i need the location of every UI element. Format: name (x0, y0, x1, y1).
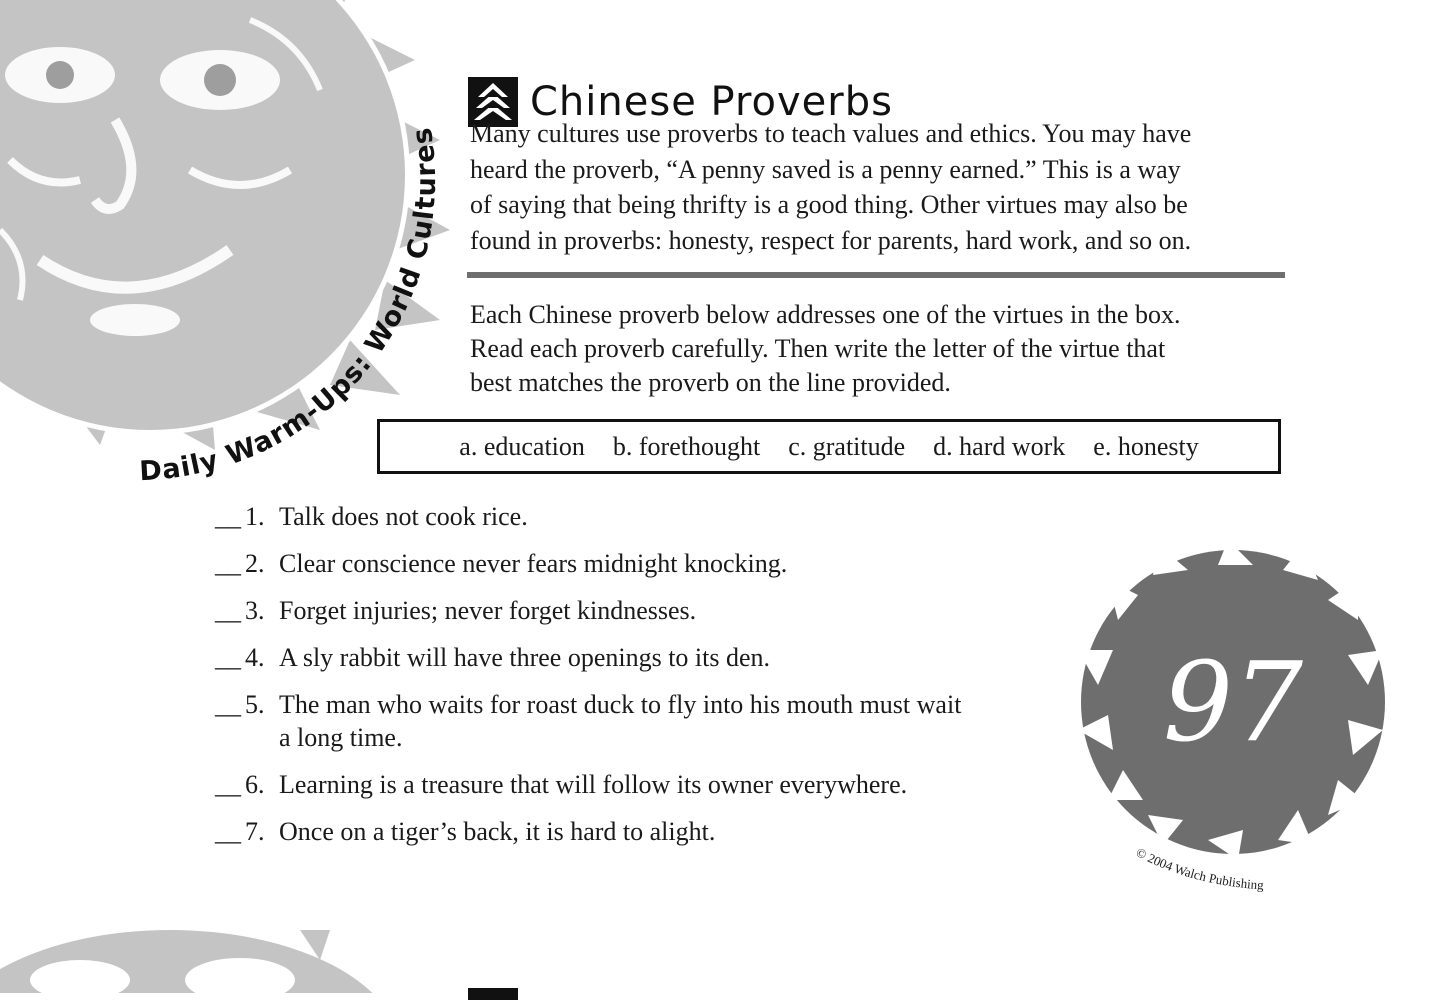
proverb-number: 4. (245, 643, 265, 672)
virtue-option: d. hard work (933, 431, 1066, 461)
proverb-item (215, 641, 1055, 674)
proverb-item (215, 815, 1055, 848)
virtue-option: c. gratitude (788, 431, 906, 461)
answer-blank[interactable]: __ (215, 596, 241, 625)
proverb-text: Clear conscience never fears midnight knocking. (279, 549, 788, 578)
proverb-item (215, 500, 1055, 533)
virtue-option: a. education (459, 431, 585, 461)
answer-blank[interactable]: __ (215, 643, 241, 672)
virtue-box (377, 419, 1281, 474)
proverb-number: 3. (245, 596, 265, 625)
instructions-line: Read each proverb carefully. Then write the letter of the virtue that (470, 334, 1166, 363)
intro-line: of saying that being thrifty is a good thing. Other virtues may also be (470, 190, 1188, 219)
proverb-item (215, 768, 1055, 801)
copyright-text: © 2004 Walch Publishing (1133, 844, 1265, 893)
virtue-option: e. honesty (1093, 431, 1199, 461)
proverb-text: The man who waits for roast duck to fly into his mouth must wait a long time. (279, 690, 962, 752)
page-title: Chinese Proverbs (530, 78, 893, 125)
intro-line: Many cultures use proverbs to teach values and ethics. You may have (470, 119, 1192, 148)
instructions-paragraph (470, 298, 1290, 400)
proverb-number: 1. (245, 502, 265, 531)
copyright-notice (1120, 840, 1300, 900)
answer-blank[interactable]: __ (215, 690, 241, 719)
intro-paragraph (470, 116, 1290, 258)
proverb-item (215, 594, 1055, 627)
instructions-line: Each Chinese proverb below addresses one of the virtues in the box. (470, 300, 1181, 329)
intro-line: heard the proverb, “A penny saved is a penny earned.” This is a way (470, 154, 1181, 184)
answer-blank[interactable]: __ (215, 549, 241, 578)
page-number: 97 (1163, 638, 1303, 766)
proverb-text: Once on a tiger’s back, it is hard to alight. (279, 817, 716, 846)
series-label: Daily Warm-Ups: World Cultures (138, 124, 443, 488)
proverb-list (215, 500, 1055, 848)
proverb-number: 7. (245, 817, 265, 846)
proverb-text: Talk does not cook rice. (279, 502, 528, 531)
next-page-title-icon (468, 988, 518, 1000)
svg-text:© 2004 Walch Publishing (1134, 844, 1265, 892)
sun-face-illustration-bottom (0, 930, 420, 993)
proverb-text: Learning is a treasure that will follow its owner everywhere. (279, 770, 908, 799)
proverb-number: 5. (245, 690, 265, 719)
proverb-text: Forget injuries; never forget kindnesses. (279, 596, 697, 625)
answer-blank[interactable]: __ (215, 817, 241, 846)
proverb-item (215, 547, 1055, 580)
proverb-text: A sly rabbit will have three openings to its den. (279, 643, 771, 672)
answer-blank[interactable]: __ (215, 770, 241, 799)
page-number-badge (1078, 540, 1388, 860)
proverb-number: 2. (245, 549, 265, 578)
virtue-option: b. forethought (612, 431, 761, 461)
answer-blank[interactable]: __ (215, 502, 241, 531)
section-divider (467, 272, 1285, 278)
instructions-line: best matches the proverb on the line provided. (470, 368, 951, 397)
intro-line: found in proverbs: honesty, respect for parents, hard work, and so on. (470, 225, 1192, 255)
proverb-item (215, 688, 1055, 754)
proverb-number: 6. (245, 770, 265, 799)
